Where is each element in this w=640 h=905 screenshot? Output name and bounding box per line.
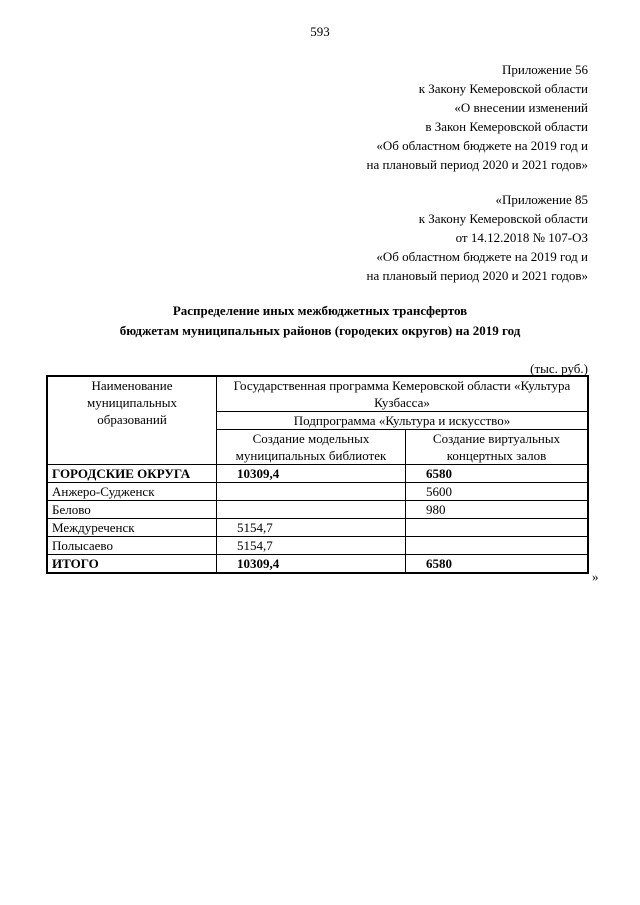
row-libraries-value: 10309,4 <box>217 555 406 574</box>
row-libraries-value: 5154,7 <box>217 519 406 537</box>
table-row <box>47 465 588 483</box>
title-line: бюджетам муниципальных районов (городеких округов) на 2019 год <box>119 323 521 338</box>
appendix-line: в Закон Кемеровской области <box>425 119 588 134</box>
table-row <box>47 483 588 501</box>
appendix-line: от 14.12.2018 № 107-ОЗ <box>455 230 588 245</box>
closing-quote: » <box>592 569 599 584</box>
appendix-line: «Приложение 85 <box>495 192 588 207</box>
row-name: ГОРОДСКИЕ ОКРУГА <box>47 465 217 483</box>
row-concert-value <box>406 519 589 537</box>
row-name: Полысаево <box>47 537 217 555</box>
row-concert-value: 6580 <box>406 555 589 574</box>
header-name: Наименование муниципальных образований <box>47 376 217 465</box>
row-name: Белово <box>47 501 217 519</box>
unit-label: (тыс. руб.) <box>530 361 588 376</box>
appendix-line: «Об областном бюджете на 2019 год и <box>376 138 588 153</box>
table-row-total <box>47 555 588 574</box>
row-name: Анжеро-Судженск <box>47 483 217 501</box>
page-number: 593 <box>310 24 330 39</box>
row-concert-value <box>406 537 589 555</box>
row-concert-value: 980 <box>406 501 589 519</box>
appendix-line: «Об областном бюджете на 2019 год и <box>376 249 588 264</box>
title-line: Распределение иных межбюджетных трансфертов <box>172 303 468 318</box>
appendix-line: Приложение 56 <box>501 62 588 77</box>
row-name: Междуреченск <box>47 519 217 537</box>
row-concert-value: 5600 <box>406 483 589 501</box>
appendix-line: на плановый период 2020 и 2021 годов» <box>366 268 588 283</box>
table-row <box>47 537 588 555</box>
row-libraries-value <box>217 483 406 501</box>
row-libraries-value: 10309,4 <box>217 465 406 483</box>
table-row <box>47 519 588 537</box>
header-libraries: Создание модельных муниципальных библиотек <box>217 430 406 465</box>
appendix-line: к Закону Кемеровской области <box>418 211 588 226</box>
row-libraries-value <box>217 501 406 519</box>
appendix-line: на плановый период 2020 и 2021 годов» <box>366 157 588 172</box>
appendix-line: к Закону Кемеровской области <box>418 81 588 96</box>
header-concert-halls: Создание виртуальных концертных залов <box>406 430 589 465</box>
row-concert-value: 6580 <box>406 465 589 483</box>
transfers-table <box>46 375 589 574</box>
appendix-current-block <box>367 60 589 174</box>
row-name: ИТОГО <box>47 555 217 574</box>
appendix-line: «О внесении изменений <box>454 100 588 115</box>
table-row <box>47 501 588 519</box>
appendix-original-block <box>367 190 589 285</box>
document-title <box>0 301 640 341</box>
header-program: Государственная программа Кемеровской области «Культура Кузбасса» <box>217 376 589 412</box>
header-subprogram: Подпрограмма «Культура и искусство» <box>217 412 589 430</box>
row-libraries-value: 5154,7 <box>217 537 406 555</box>
